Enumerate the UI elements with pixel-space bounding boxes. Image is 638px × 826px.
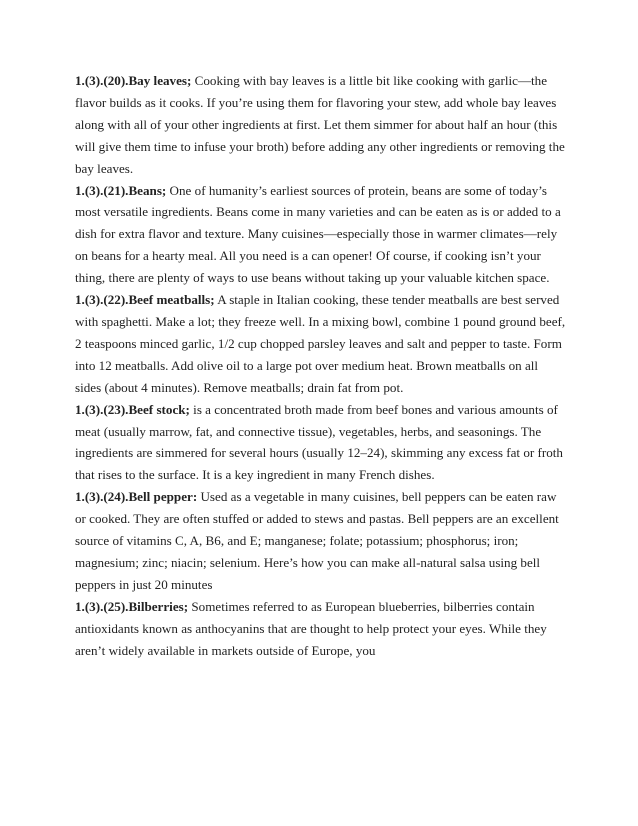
entry-beef-meatballs [75,289,567,399]
entry-title: 1.(3).(22).Beef meatballs; [75,292,215,308]
entry-text: Sometimes referred to as European blueberries, bilberries contain antioxidants known as anthocyanins that are thought to help protect your eyes. While they aren’t widely available in markets outside of Europe, you [75,598,547,658]
entry-title: 1.(3).(21).Beans; [75,182,167,198]
entry-text: Used as a vegetable in many cuisines, bell peppers can be eaten raw or cooked. They are often stuffed or added to stews and pastas. Bell peppers are an excellent source of vitamins C, A, B6, and E; manganese; folate; potassium; phosphorus; iron; magnesium; zinc; niacin; selenium. Here’s how you can make all-natural salsa using bell peppers in just 20 minutes [75,489,559,592]
entry-bell-pepper [75,486,567,596]
entry-text: A staple in Italian cooking, these tender meatballs are best served with spaghetti. Make a lot; they freeze well. In a mixing bowl, combine 1 pound ground beef, 2 teaspoons minced garlic, 1/2 cup chopped parsley leaves and salt and pepper to taste. Form into 12 meatballs. Add olive oil to a large pot over medium heat. Brown meatballs on all sides (about 4 minutes). Remove meatballs; drain fat from pot. [75,292,566,395]
entry-bilberries [75,596,567,662]
entry-title: 1.(3).(24).Bell pepper: [75,489,198,505]
entry-bay-leaves [75,70,567,180]
entry-text: is a concentrated broth made from beef bones and various amounts of meat (usually marrow, fat, and connective tissue), vegetables, herbs, and seasonings. The ingredients are simmered for several hours (usually 12–24), skimming any excess fat or froth that rises to the surface. It is a key ingredient in many French dishes. [75,401,563,483]
entry-text: Cooking with bay leaves is a little bit like cooking with garlic—the flavor builds as it cooks. If you’re using them for flavoring your stew, add whole bay leaves along with all of your other ingredients at first. Let them simmer for about half an hour (this will give them time to infuse your broth) before adding any other ingredients or removing the bay leaves. [75,73,565,176]
entry-title: 1.(3).(25).Bilberries; [75,598,189,614]
entry-text: One of humanity’s earliest sources of protein, beans are some of today’s most versatile ingredients. Beans come in many varieties and can be eaten as is or added to a dish for extra flavor and texture. Many cuisines—especially those in warmer climates—rely on beans for a hearty meal. All you need is a can opener! Of course, if cooking isn’t your thing, there are plenty of ways to use beans without taking up your valuable kitchen space. [75,182,561,286]
entry-title: 1.(3).(23).Beef stock; [75,401,190,417]
entry-beef-stock [75,399,567,487]
entry-beans [75,180,567,290]
entry-title: 1.(3).(20).Bay leaves; [75,73,192,88]
document-page [75,70,567,661]
